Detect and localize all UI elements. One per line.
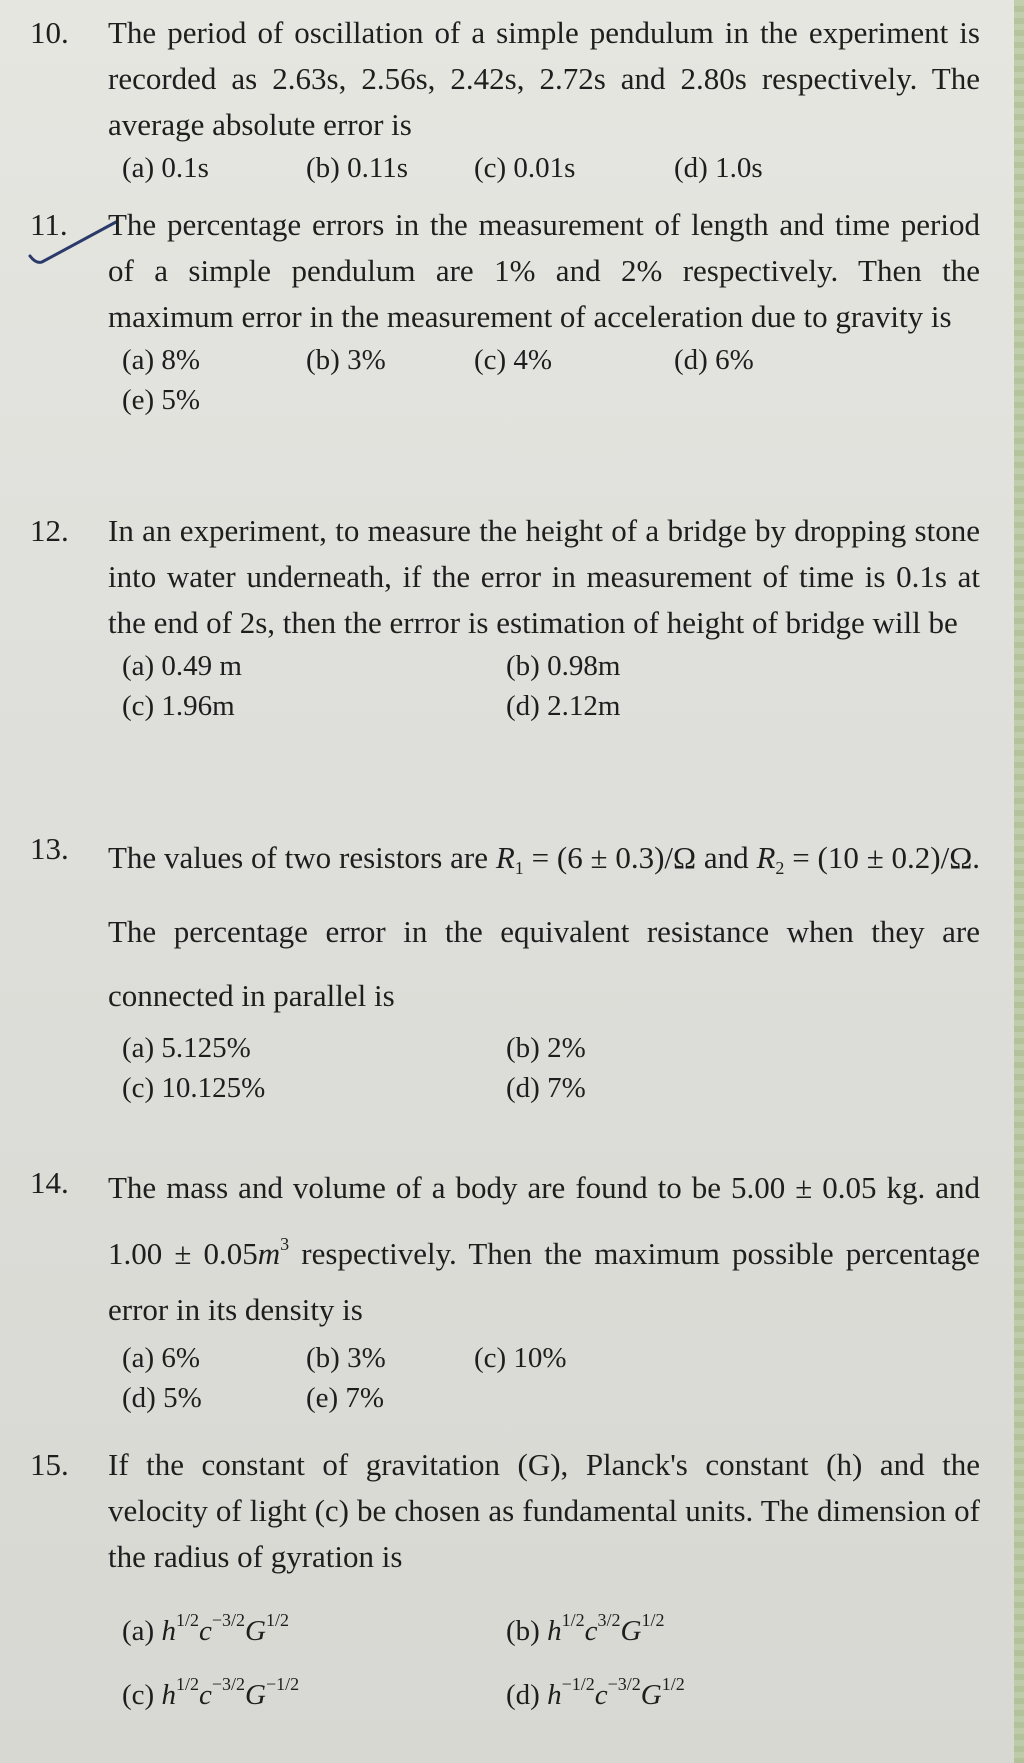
option-c[interactable]: (c) 4% <box>474 344 553 376</box>
option-c[interactable]: (c) $h^{1/2}c^{-3/2}G^{-1/2}$ <box>122 1674 300 1711</box>
option-b[interactable]: (b) 0.11s <box>306 152 409 184</box>
options <box>122 340 980 420</box>
question-12 <box>30 508 980 726</box>
c-exponent: −3/2 <box>607 1674 641 1694</box>
h-exponent: −1/2 <box>561 1674 595 1694</box>
h-exponent: 1/2 <box>175 1610 199 1630</box>
options <box>122 148 980 188</box>
question-number: 14. <box>30 1165 69 1200</box>
unit-exponent: 3 <box>280 1234 290 1254</box>
g-exponent: −1/2 <box>265 1674 300 1694</box>
h-exponent: 1/2 <box>175 1674 199 1694</box>
question-number: 12. <box>30 513 69 548</box>
c-exponent: −3/2 <box>211 1674 245 1694</box>
options <box>122 1338 980 1418</box>
options <box>122 1028 980 1108</box>
options <box>122 1588 980 1716</box>
stem-text: 5.00 ± 0.05 kg. and 1.00 ± 0.05 <box>108 1170 980 1271</box>
option-d[interactable]: (d) 7% <box>506 1072 586 1104</box>
c-exponent: 3/2 <box>597 1610 621 1630</box>
question-stem: In an experiment, to measure the height of a bridge by dropping stone into water underneath, if the error in measurement of time is 0.1s at the end of 2s, then the errror is estimation of height of bridge will be <box>108 513 980 640</box>
option-d[interactable]: (d) 2.12m <box>506 690 621 722</box>
question-number: 11. <box>30 207 68 242</box>
question-stem: The period of oscillation of a simple pendulum in the experiment is recorded as 2.63s, 2.56s, 2.42s, 2.72s and 2.80s respectively. The average absolute error is <box>108 15 980 142</box>
question-number: 15. <box>30 1447 69 1482</box>
option-label: (b) <box>506 1615 540 1647</box>
h-exponent: 1/2 <box>561 1610 585 1630</box>
g-exponent: 1/2 <box>265 1610 289 1630</box>
stem-text: = (6 ± 0.3)/Ω and <box>523 840 749 875</box>
option-a[interactable]: (a) $h^{1/2}c^{-3/2}G^{1/2}$ <box>122 1610 289 1647</box>
g-exponent: 1/2 <box>661 1674 685 1694</box>
question-number: 13. <box>30 831 69 866</box>
stem-text: = (10 ± 0.2)/Ω. The percentage error in the equivalent resistance when they are connected in parallel is <box>108 840 980 1013</box>
option-e[interactable]: (e) 5% <box>122 384 201 416</box>
option-a[interactable]: (a) 8% <box>122 344 201 376</box>
option-e[interactable]: (e) 7% <box>306 1382 385 1414</box>
question-stem: The percentage errors in the measurement of length and time period of a simple pendulum are 1% and 2% respectively. Then the maximum error in the measurement of acceleration due to gravity is <box>108 207 980 334</box>
question-14 <box>30 1160 980 1418</box>
r2-symbol <box>756 840 785 878</box>
options <box>122 646 980 726</box>
option-b[interactable]: (b) 3% <box>306 1342 386 1374</box>
option-label: (d) <box>506 1679 540 1711</box>
r1-subscript: 1 <box>514 858 524 878</box>
c-exponent: −3/2 <box>211 1610 245 1630</box>
question-15 <box>30 1442 980 1716</box>
option-b[interactable]: (b) 0.98m <box>506 650 621 682</box>
option-d[interactable]: (d) 6% <box>674 344 754 376</box>
stem-text: The mass and volume of a body are found to be <box>108 1170 721 1205</box>
question-number: 10. <box>30 15 69 50</box>
option-b[interactable]: (b) 3% <box>306 344 386 376</box>
option-a[interactable]: (a) 0.1s <box>122 152 209 184</box>
option-a[interactable]: (a) 0.49 m <box>122 650 242 682</box>
question-stem <box>108 1160 980 1338</box>
question-10 <box>30 10 980 188</box>
option-c[interactable]: (c) 10% <box>474 1342 567 1374</box>
stem-text: The values of two resistors are <box>108 840 496 875</box>
option-d[interactable]: (d) 1.0s <box>674 152 763 184</box>
question-stem <box>108 826 980 1028</box>
g-exponent: 1/2 <box>641 1610 665 1630</box>
r2-subscript: 2 <box>775 858 785 878</box>
r1-symbol <box>495 840 524 878</box>
r2-letter: R <box>756 840 776 875</box>
option-a[interactable]: (a) 5.125% <box>122 1032 251 1064</box>
page-edge <box>1014 0 1024 1763</box>
question-13 <box>30 826 980 1108</box>
option-b[interactable]: (b) $h^{1/2}c^{3/2}G^{1/2}$ <box>506 1610 665 1647</box>
option-a[interactable]: (a) 6% <box>122 1342 201 1374</box>
option-b[interactable]: (b) 2% <box>506 1032 586 1064</box>
option-d[interactable]: (d) $h^{-1/2}c^{-3/2}G^{1/2}$ <box>506 1674 685 1711</box>
stem-text: respectively. Then the maximum possible percentage error in its density is <box>108 1236 981 1327</box>
option-d[interactable]: (d) 5% <box>122 1382 202 1414</box>
option-c[interactable]: (c) 1.96m <box>122 690 235 722</box>
option-label: (c) <box>122 1679 155 1711</box>
question-11 <box>30 202 980 420</box>
option-c[interactable]: (c) 10.125% <box>122 1072 266 1104</box>
question-stem: If the constant of gravitation (G), Planck's constant (h) and the velocity of light (c) be chosen as fundamental units. The dimension of the radius of gyration is <box>108 1447 980 1574</box>
option-label: (a) <box>122 1615 155 1647</box>
option-c[interactable]: (c) 0.01s <box>474 152 576 184</box>
unit-m: m <box>257 1236 281 1271</box>
r1-letter: R <box>495 840 515 875</box>
